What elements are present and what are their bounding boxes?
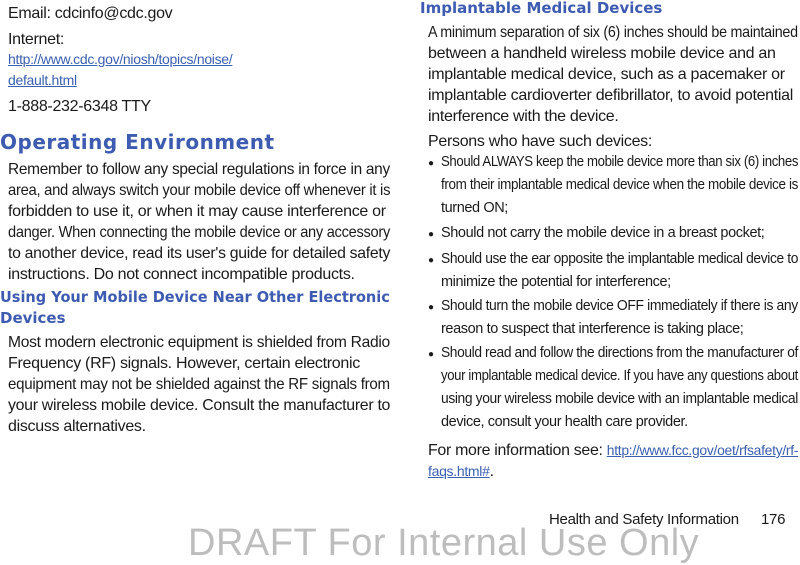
list-item: using your wireless mobile device with an implantable medical	[441, 391, 798, 407]
fcc-link-line1[interactable]: http://www.fcc.gov/oet/rfsafety/rf-	[606, 442, 799, 458]
bullet-dot-icon: ●	[428, 158, 435, 169]
paragraph-line: implantable medical device, such as a pacemaker or	[428, 66, 785, 83]
list-item: Should not carry the mobile device in a breast pocket;	[441, 225, 765, 241]
list-item: Should turn the mobile device OFF immediately if there is any	[441, 298, 798, 314]
paragraph-line: forbidden to use it, or when it may cause interference or	[8, 203, 386, 220]
list-item: reason to suspect that interference is taking place;	[441, 321, 744, 337]
bullet-dot-icon: ●	[428, 302, 435, 313]
paragraph-line: instructions. Do not connect incompatible products.	[8, 266, 355, 283]
page-number: 176	[761, 511, 786, 528]
paragraph-line: Remember to follow any special regulations in force in any	[8, 161, 390, 178]
draft-watermark: DRAFT For Internal Use Only	[188, 522, 700, 564]
paragraph-line: equipment may not be shielded against the RF signals from	[8, 376, 390, 393]
bullet-dot-icon: ●	[428, 229, 435, 240]
implantable-heading: Implantable Medical Devices	[420, 0, 663, 17]
paragraph-line: to another device, read its user's guide for detailed safety	[8, 245, 391, 262]
paragraph-line: danger. When connecting the mobile device or any accessory	[8, 224, 391, 241]
more-info-label: For more information see:	[428, 442, 607, 459]
near-electronic-heading-line2: Devices	[0, 309, 66, 327]
list-item: your implantable medical device. If you have any questions about	[441, 368, 798, 384]
cdc-link-line2[interactable]: default.html	[8, 72, 77, 88]
paragraph-line: implantable cardioverter defibrillator, to avoid potential	[428, 87, 794, 104]
list-item: device, consult your health care provider.	[441, 414, 688, 430]
near-electronic-heading-line1: Using Your Mobile Device Near Other Electronic	[0, 288, 390, 306]
list-item: turned ON;	[441, 200, 508, 216]
contact-internet-label: Internet:	[8, 31, 65, 48]
list-item: Should use the ear opposite the implantable medical device to	[441, 251, 799, 267]
paragraph-line: discuss alternatives.	[8, 418, 146, 435]
paragraph-line: Frequency (RF) signals. However, certain electronic	[8, 355, 360, 372]
more-info-line	[428, 440, 798, 461]
list-item: from their implantable medical device when the mobile device is	[441, 177, 798, 193]
contact-phone: 1-888-232-6348 TTY	[8, 98, 151, 115]
persons-label: Persons who have such devices:	[428, 133, 653, 150]
list-item: Should read and follow the directions from the manufacturer of	[441, 345, 799, 361]
paragraph-line: your wireless mobile device. Consult the manufacturer to	[8, 397, 391, 414]
list-item: Should ALWAYS keep the mobile device more than six (6) inches	[441, 154, 799, 170]
more-info-line2	[428, 461, 494, 482]
paragraph-line: A minimum separation of six (6) inches should be maintained	[428, 24, 798, 41]
cdc-link-line1[interactable]: http://www.cdc.gov/niosh/topics/noise/	[8, 51, 233, 67]
fcc-link-line2[interactable]: faqs.html#	[428, 463, 490, 479]
paragraph-line: area, and always switch your mobile device off whenever it is	[8, 182, 391, 199]
bullet-dot-icon: ●	[428, 349, 435, 360]
paragraph-line: between a handheld wireless mobile device and an	[428, 45, 776, 62]
footer-section-title: Health and Safety Information	[549, 511, 739, 528]
paragraph-line: Most modern electronic equipment is shielded from Radio	[8, 334, 390, 351]
paragraph-line: interference with the device.	[428, 108, 619, 125]
list-item: minimize the potential for interference;	[441, 274, 671, 290]
operating-environment-heading: Operating Environment	[0, 130, 275, 154]
bullet-dot-icon: ●	[428, 255, 435, 266]
more-info-period: .	[489, 463, 494, 480]
contact-email: Email: cdcinfo@cdc.gov	[8, 5, 173, 22]
